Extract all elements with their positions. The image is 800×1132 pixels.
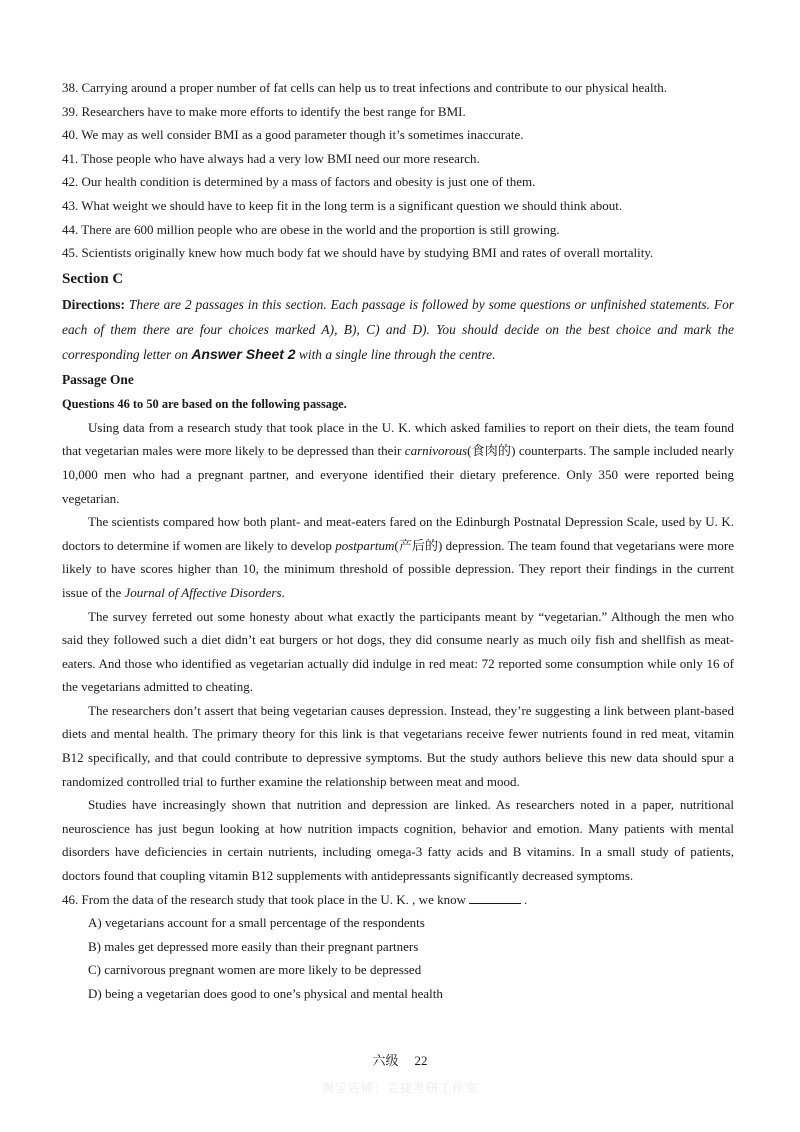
term-postpartum: postpartum (335, 537, 395, 553)
paragraph-2-text: The scientists compared how both plant- and meat-eaters fared on the Edinburgh Postnatal Depression Scale, used by U. K. doctors to determine if women are likely to develop (62, 514, 734, 553)
answer-sheet-label: Answer Sheet 2 (191, 345, 296, 362)
option-c: C) carnivorous pregnant women are more likely to be depressed (88, 962, 422, 978)
paragraph-1-text: Using data from a research study that took place in the U. K. which asked families to report on their diets, the team found that vegetarian males were more likely to be depressed than their (62, 419, 734, 459)
statement-38: 38. Carrying around a proper number of fat cells can help us to treat infections and contribute to our physical health. (62, 80, 668, 95)
term-carnivorous: carnivorous (404, 443, 468, 459)
paragraph-3: The survey ferreted out some honesty about what exactly the participants meant by “vegetarian.” Although the men who said they followed such a diet didn’t eat burgers or hot dogs, they did consume nearly as much oily fish and shellfish as meat-eaters. And those who identified as vegetarian actually did indulge in red meat: 72 reported some consumption while only 16 of the vegetarians admitted to cheating. (62, 608, 734, 695)
option-a: A) vegetarians account for a small percentage of the respondents (88, 915, 425, 931)
paragraph-1-text-end: counterparts. The sample included nearly 10,000 men who had a pregnant partner, and everyone identified their dietary preference. Only 350 were reported being vegetarian. (62, 443, 734, 506)
statement-41: 41. Those people who have always had a very low BMI need our more research. (62, 150, 480, 166)
gloss-postpartum: (产后的) (394, 537, 443, 553)
gloss-carnivorous: (食肉的) (467, 443, 516, 459)
exam-page (62, 76, 734, 1006)
answer-blank (469, 893, 521, 904)
question-46 (62, 888, 734, 912)
watermark: 淘宝店铺：完捷考研工作室 (321, 1081, 478, 1095)
directions (62, 292, 734, 367)
statement-40: 40. We may as well consider BMI as a good parameter though it’s sometimes inaccurate. (62, 127, 524, 143)
passage-title: Passage One (62, 371, 134, 387)
page-footer (0, 1050, 800, 1069)
option-b: B) males get depressed more easily than their pregnant partners (88, 938, 419, 954)
paragraph-1 (62, 416, 734, 510)
page-number: 22 (414, 1053, 428, 1068)
statement-list (62, 76, 734, 265)
statement-39: 39. Researchers have to make more efforts to identify the best range for BMI. (62, 103, 466, 119)
option-d: D) being a vegetarian does good to one’s physical and mental health (88, 986, 443, 1001)
section-title: Section C (62, 270, 124, 287)
directions-text: There are 2 passages in this section. Each passage is followed by some questions or unfinished statements. For each of them there are four choices marked A), B), C) and D). You should decide on the best choice and mark the corresponding letter on (62, 296, 734, 362)
statement-44: 44. There are 600 million people who are obese in the world and the proportion is still growing. (62, 221, 560, 237)
directions-label: Directions: (62, 296, 125, 312)
paragraph-2-text-mid: depression. The team found that vegetarians were more likely to have scores higher than 10, the minimum threshold of possible depression. They report their findings in the current issue of the (62, 537, 734, 600)
exam-level: 六级 (372, 1053, 399, 1068)
directions-text-end: with a single line through the centre. (295, 346, 496, 362)
paragraph-4: The researchers don’t assert that being vegetarian causes depression. Instead, they’re suggesting a link between plant-based diets and mental health. The primary theory for this link is that vegetarians receive fewer nutrients found in red meat, vitamin B12 specifically, and that could contribute to depressive symptoms. But the study authors believe this new data should spur a randomized controlled trial to further examine the relationship between meat and mood. (62, 702, 734, 789)
question-46-stem: 46. From the data of the research study that took place in the U. K. , we know (62, 891, 466, 907)
statement-45: 45. Scientists originally knew how much body fat we should have by studying BMI and rates of overall mortality. (62, 245, 654, 261)
journal-title: Journal of Affective Disorders (124, 584, 282, 600)
questions-intro: Questions 46 to 50 are based on the following passage. (62, 396, 347, 411)
statement-42: 42. Our health condition is determined by a mass of factors and obesity is just one of them. (62, 174, 536, 190)
question-46-end: . (523, 891, 528, 907)
paragraph-2 (62, 510, 734, 604)
paragraph-2-text-end: . (281, 584, 285, 600)
statement-43: 43. What weight we should have to keep fit in the long term is a significant question we should think about. (62, 197, 623, 213)
paragraph-5: Studies have increasingly shown that nutrition and depression are linked. As researchers noted in a paper, nutritional neuroscience has just begun looking at how nutrition impacts cognition, behavior and emotion. Many patients with mental disorders have deficiencies in certain nutrients, including omega-3 fatty acids and B vitamins. In a small study of patients, doctors found that coupling vitamin B12 supplements with antidepressants significantly decreased symptoms. (62, 797, 734, 884)
